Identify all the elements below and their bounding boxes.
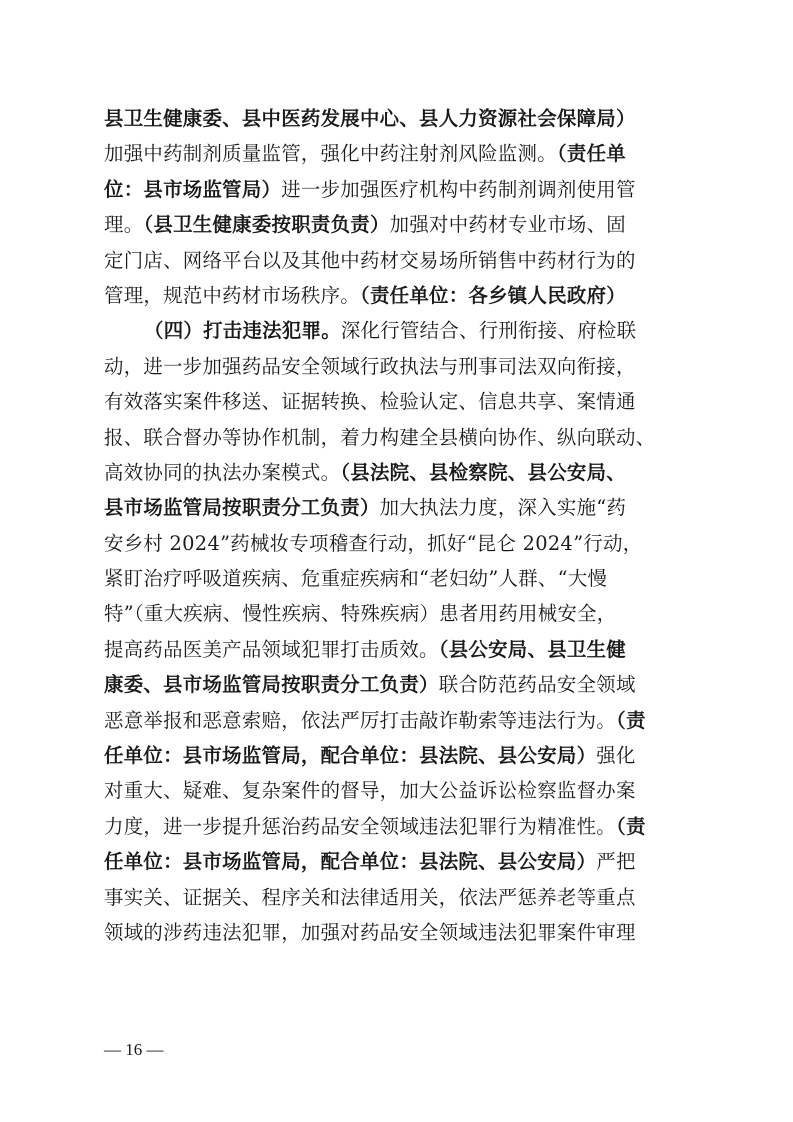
text-segment: 高效协同的执法办案模式。 <box>104 460 341 484</box>
text-segment: 动，进一步加强药品安全领域行政执法与刑事司法双向衔接， <box>104 354 636 378</box>
text-segment: 力度，进一步提升惩治药品安全领域违法犯罪行为精准性。 <box>104 814 616 838</box>
text-line <box>104 243 694 278</box>
text-line <box>104 420 694 455</box>
text-segment: 加强中药制剂质量监管，强化中药注射剂风险监测。 <box>104 142 557 166</box>
text-line <box>104 278 694 313</box>
text-line <box>104 136 694 171</box>
text-segment: 强化 <box>596 744 636 768</box>
text-line <box>104 773 694 808</box>
text-segment: 有效落实案件移送、证据转换、检验认定、信息共享、案情通 <box>104 390 636 414</box>
text-line <box>104 844 694 879</box>
text-line <box>104 915 694 950</box>
text-segment: 严把 <box>596 850 636 874</box>
text-line <box>104 596 694 631</box>
bold-text-segment: （县公安局、县卫生健 <box>438 637 626 661</box>
text-line <box>104 172 694 207</box>
text-line <box>104 313 694 348</box>
text-segment: 管理，规范中药材市场秩序。 <box>104 283 360 307</box>
bold-text-segment: （责 <box>615 814 646 838</box>
text-segment: 深化行管结合、行刑衔接、府检联 <box>340 319 637 343</box>
text-segment: 提高药品医美产品领域犯罪打击质效。 <box>104 637 439 661</box>
bold-text-segment: （责任单位：各乡镇人民政府） <box>359 283 626 307</box>
bold-text-segment: （四）打击违法犯罪。 <box>144 319 341 343</box>
bold-text-segment: 县市场监管局按职责分工负责） <box>104 496 380 520</box>
text-line <box>104 632 694 667</box>
text-segment: 对重大、疑难、复杂案件的督导，加大公益诉讼检察监督办案 <box>104 779 636 803</box>
text-segment: 联合防范药品安全领域 <box>438 673 636 697</box>
text-line <box>104 101 694 136</box>
text-segment: 定门店、网络平台以及其他中药材交易场所销售中药材行为的 <box>104 248 636 272</box>
text-line <box>104 349 694 384</box>
text-segment: 加大执法力度，深入实施“药 <box>379 496 627 520</box>
bold-text-segment: 县卫生健康委、县中医药发展中心、县人力资源社会保障局） <box>104 107 636 130</box>
text-segment: 事实关、证据关、程序关和法律适用关，依法严惩养老等重点 <box>104 885 636 909</box>
text-line <box>104 880 694 915</box>
bold-text-segment: 任单位：县市场监管局，配合单位：县法院、县公安局） <box>104 744 597 768</box>
bold-text-segment: 位：县市场监管局） <box>104 177 282 201</box>
text-line <box>104 455 694 490</box>
text-line <box>104 809 694 844</box>
text-segment: 特”（重大疾病、慢性疾病、特殊疾病）患者用药用械安全， <box>104 602 617 626</box>
text-segment: 进一步加强医疗机构中药制剂调剂使用管 <box>281 177 636 201</box>
text-line <box>104 526 694 561</box>
text-line <box>104 384 694 419</box>
text-line <box>104 561 694 596</box>
text-line <box>104 490 694 525</box>
bold-text-segment: 康委、县市场监管局按职责分工负责） <box>104 673 439 697</box>
bold-text-segment: （县法院、县检察院、县公安局、 <box>340 460 626 484</box>
text-segment: 安乡村 2024”药械妆专项稽查行动，抓好“昆仑 2024”行动， <box>104 531 643 555</box>
text-segment: 紧盯治疗呼吸道疾病、危重症疾病和“老妇幼”人群、“大慢 <box>104 567 608 591</box>
text-segment: 领域的涉药违法犯罪，加强对药品安全领域违法犯罪案件审理 <box>104 920 636 944</box>
text-line <box>104 703 694 738</box>
bold-text-segment: 任单位：县市场监管局，配合单位：县法院、县公安局） <box>104 850 597 874</box>
text-segment: 加强对中药材专业市场、固 <box>389 213 626 237</box>
text-segment: 理。 <box>104 213 144 237</box>
body-text <box>104 101 694 950</box>
text-segment: 恶意举报和恶意索赔，依法严厉打击敲诈勒索等违法行为。 <box>104 708 616 732</box>
text-line <box>104 207 694 242</box>
text-line <box>104 667 694 702</box>
bold-text-segment: （县卫生健康委按职责负责） <box>143 213 390 237</box>
page-number: — 16 — <box>104 1040 164 1059</box>
bold-text-segment: （责 <box>615 708 646 732</box>
text-segment: 报、联合督办等协作机制，着力构建全县横向协作、纵向联动、 <box>104 425 656 449</box>
text-line <box>104 738 694 773</box>
bold-text-segment: （责任单 <box>556 142 626 166</box>
